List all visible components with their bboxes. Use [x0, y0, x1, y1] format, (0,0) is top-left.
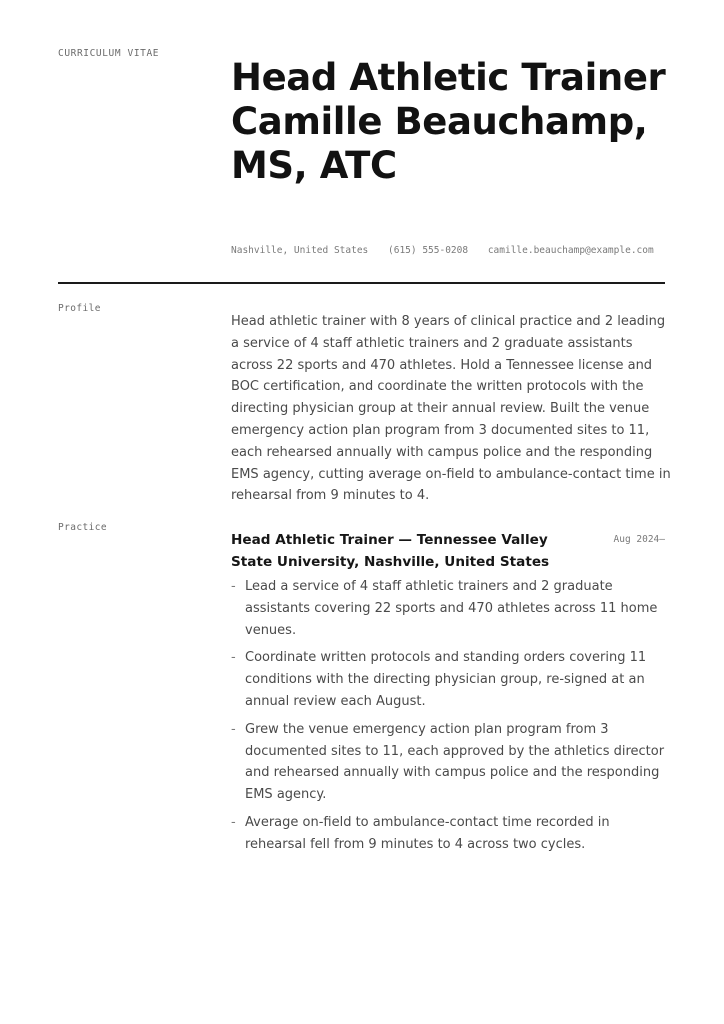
section-label-profile: Profile — [58, 303, 101, 314]
bullet-text: Lead a service of 4 staff athletic trainers and 2 graduate assistants covering 22 sports and 470 athletes across 11 home venues. — [245, 579, 658, 638]
section-label-practice: Practice — [58, 522, 107, 533]
bullet-text: Average on-field to ambulance-contact time recorded in rehearsal fell from 9 minutes to 4 across two cycles. — [245, 814, 610, 852]
candidate-name: Head Athletic Trainer Camille Beauchamp, MS, ATC — [231, 56, 666, 187]
bullet-dash: - — [231, 650, 236, 666]
contact-email: camille.beauchamp@example.com — [487, 245, 654, 256]
job-title: Head Athletic Trainer — Tennessee Valley State University, Nashville, United States — [231, 532, 550, 570]
header-divider — [58, 282, 665, 284]
list-item — [231, 576, 671, 641]
bullet-dash: - — [231, 814, 236, 830]
list-item — [231, 647, 671, 712]
contact-line — [231, 245, 654, 256]
job-dates: Aug 2024– — [613, 534, 665, 545]
list-item — [231, 719, 671, 806]
job-header — [231, 530, 665, 573]
profile-summary: Head athletic trainer with 8 years of clinical practice and 2 leading a service of 4 staff athletic trainers and 2 graduate assistants across 22 sports and 470 athletes. Hold a Tennessee license and BOC certification, and coordinate the written protocols with the directing physician group at their annual review. Built the venue emergency action plan program from 3 documented sites to 11, each rehearsed annually with campus police and the responding EMS agency, cutting average on-field to ambulance-contact time in rehearsal from 9 minutes to 4. — [231, 314, 671, 504]
bullet-dash: - — [231, 721, 236, 737]
job-bullet-list — [231, 576, 671, 862]
bullet-text: Grew the venue emergency action plan program from 3 documented sites to 11, each approved by the athletics director and rehearsed annually with campus police and the responding EMS agency. — [245, 721, 665, 803]
contact-phone: (615) 555-0208 — [388, 245, 469, 256]
document-eyebrow: CURRICULUM VITAE — [58, 48, 160, 59]
bullet-dash: - — [231, 579, 236, 594]
bullet-text: Coordinate written protocols and standing orders covering 11 conditions with the directing physician group, re-signed at an annual review each August. — [245, 650, 647, 709]
list-item — [231, 812, 671, 856]
contact-location: Nashville, United States — [231, 245, 369, 256]
